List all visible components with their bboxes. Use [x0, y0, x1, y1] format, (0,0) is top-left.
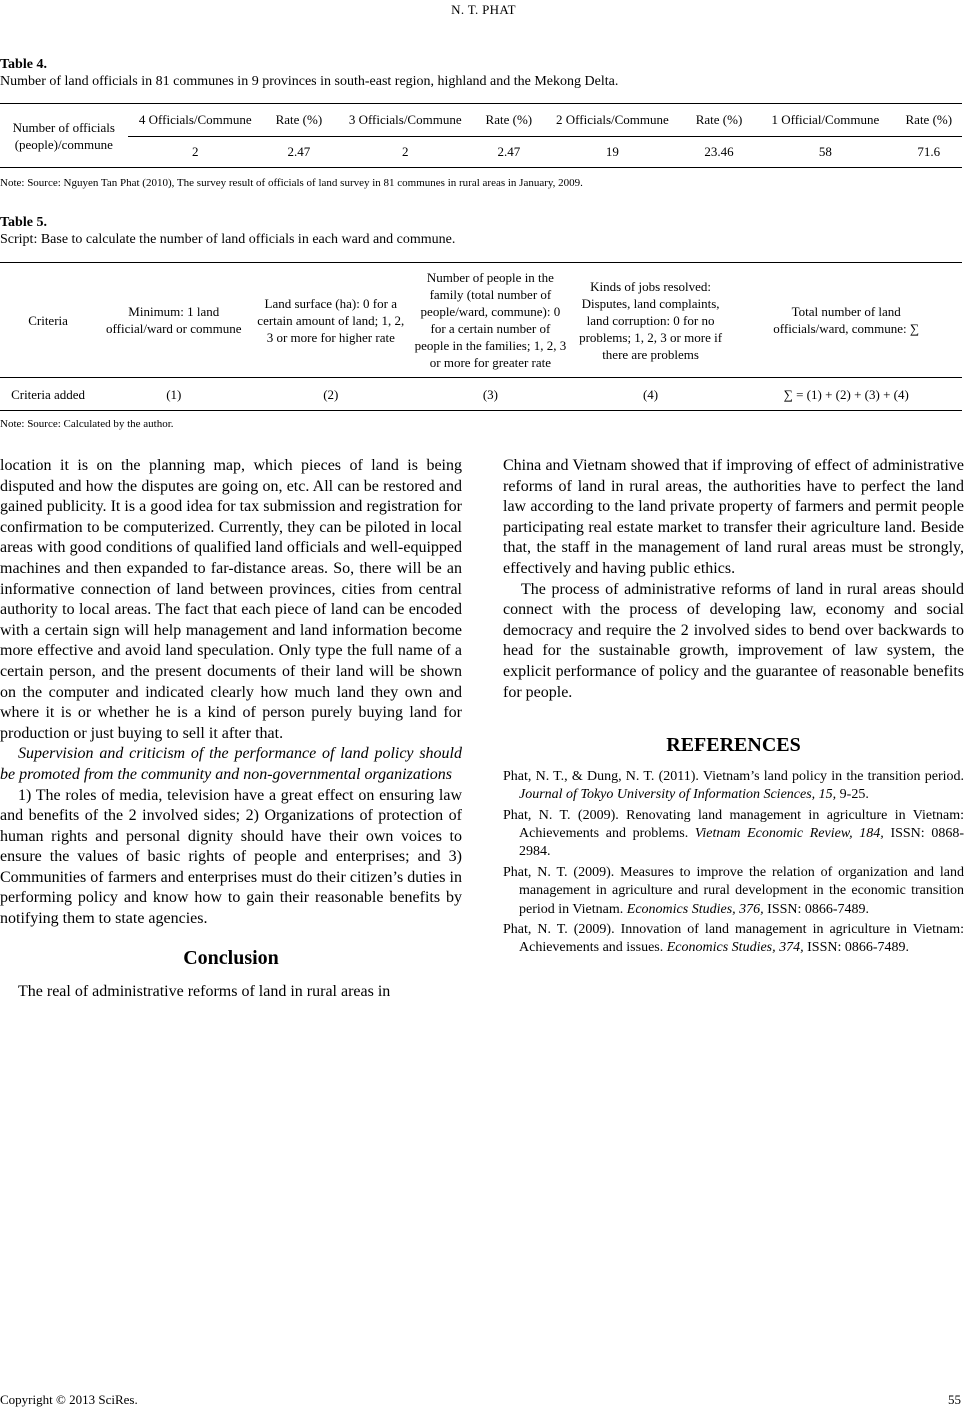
body-paragraph: 1) The roles of media, television have a great effect on ensuring law and benefits of the 2 involved sides; 2) Organizations of protection of human rights and personal dignity should have their own voices to ensure the values of basic rights of people and enterprises; and 3) Communities of farmers and enterprises must do their citizen’s duties in performing policy and know how to gain their reasonable benefits by notifying them to state agencies. [0, 786, 462, 928]
table4-header-cell: Rate (%) [476, 104, 542, 137]
page-number: 55 [948, 1392, 961, 1407]
conclusion-heading: Conclusion [183, 946, 279, 969]
table5-row-cell: (4) [571, 378, 731, 411]
table4-value-cell: 71.6 [896, 137, 962, 168]
table5-header-cell: Minimum: 1 land official/ward or commune [96, 263, 251, 378]
body-paragraph: location it is on the planning map, which pieces of land is being disputed and how the disputes are going on, etc. All can be restored and gained publicity. It is a good idea for tax submission and registration for confirmation to be computerized. Currently, they can be piloted in local areas with good conditions of qualified land officials and well-equipped machines and then expanded to far-distance areas. So, there will be an informative connection of land between provinces, cities from central authority to local areas. The fact that each piece of land can be encoded with a certain sign will help management and land information become more effective and avoid land speculation. Only type the full name of a certain person, and the present documents of their land will be shown on the computer and indicated clearly how much land they own and where it is or whether he is a kind of person purely buying land for production or just buying to sell it after that. [0, 457, 462, 742]
body-paragraph: China and Vietnam showed that if improving of effect of administrative reforms of land in rural areas, the authorities have to perfect the land law according to the land private property of farmers and permit people participating real estate market to transfer their agriculture land. Beside that, the staff in the management of land rural areas must be strongly, effectively and having public ethics. [503, 457, 964, 577]
table5-header-cell: Land surface (ha): 0 for a certain amount of land; 1, 2, 3 or more for higher rate [251, 263, 410, 378]
table4-header-cell: Rate (%) [683, 104, 755, 137]
table5-row-cell: ∑ = (1) + (2) + (3) + (4) [730, 378, 962, 411]
reference-item: Phat, N. T. (2009). Measures to improve the relation of organization and land management in agriculture and rural development in the economic transition period in Vietnam. Economics Studies, 376, ISSN: 0866-7489. [503, 864, 964, 917]
table4-value-cell: 2 [335, 137, 476, 168]
table5 [0, 262, 962, 411]
table4-header-cell: 4 Officials/Commune [128, 104, 263, 137]
table4-header-cell: Rate (%) [263, 104, 335, 137]
table4-value-cell: 2.47 [476, 137, 542, 168]
left-column [0, 456, 462, 1003]
table4-caption-block [0, 56, 618, 90]
table5-header-cell: Number of people in the family (total number of people/ward, commune): 0 for a certain number of people in the families; 1, 2, 3 or more for greater rate [410, 263, 571, 378]
table4-caption: Number of land officials in 81 communes in 9 provinces in south-east region, highland and the Mekong Delta. [0, 74, 619, 89]
table5-note: Note: Source: Calculated by the author. [0, 418, 174, 430]
reference-item: Phat, N. T. (2009). Renovating land management in agriculture in Vietnam: Achievements and problems. Vietnam Economic Review, 184, ISSN: 0868-2984. [503, 807, 964, 860]
table4-header-cell: 2 Officials/Commune [542, 104, 683, 137]
table4-value-cell: 58 [755, 137, 895, 168]
running-header: N. T. PHAT [451, 2, 516, 17]
table5-row-cell: (2) [251, 378, 410, 411]
references-heading: REFERENCES [666, 734, 801, 757]
table5-row-cell: Criteria added [0, 378, 96, 411]
table4-header-cell: 3 Officials/Commune [335, 104, 476, 137]
table4 [0, 103, 962, 168]
table5-header-cell: Total number of land officials/ward, commune: ∑ [730, 263, 962, 378]
table5-row-cell: (1) [96, 378, 251, 411]
table5-header-cell: Criteria [0, 263, 96, 378]
table4-note: Note: Source: Nguyen Tan Phat (2010), The survey result of officials of land survey in 81 communes in rural areas in January, 2009. [0, 177, 583, 189]
table4-row-header: Number of officials (people)/commune [0, 104, 128, 168]
section-subheading: Supervision and criticism of the performance of land policy should be promoted from the community and non-governmental organizations [0, 745, 462, 783]
table4-label: Table 4. [0, 57, 47, 72]
table4-value-cell: 19 [542, 137, 683, 168]
reference-list [503, 768, 964, 958]
table4-header-cell: 1 Official/Commune [755, 104, 895, 137]
table4-value-cell: 2.47 [263, 137, 335, 168]
reference-item: Phat, N. T. (2009). Innovation of land management in agriculture in Vietnam: Achievements and issues. Economics Studies, 374, ISSN: 0866-7489. [503, 921, 964, 956]
body-paragraph: The process of administrative reforms of land in rural areas should connect with the process of developing law, economy and social democracy and require the 2 involved sides to bend over backwards to head for the sustainable growth, improvement of law system, the explicit performance of policy and the guarantee of reasonable benefits for people. [503, 580, 964, 701]
table5-caption-block [0, 214, 455, 248]
table5-label: Table 5. [0, 215, 47, 230]
table4-header-cell: Rate (%) [896, 104, 962, 137]
table4-value-cell: 2 [128, 137, 263, 168]
right-column [503, 456, 964, 960]
table5-row-cell: (3) [410, 378, 571, 411]
table5-header-cell: Kinds of jobs resolved: Disputes, land complaints, land corruption: 0 for no problems; 1, 2, 3 or more if there are problems [571, 263, 731, 378]
table4-value-cell: 23.46 [683, 137, 755, 168]
table5-caption: Script: Base to calculate the number of land officials in each ward and commune. [0, 232, 456, 247]
reference-item: Phat, N. T., & Dung, N. T. (2011). Vietnam’s land policy in the transition period. Journal of Tokyo University of Information Sciences, 15, 9-25. [503, 768, 964, 803]
copyright-footer: Copyright © 2013 SciRes. [0, 1392, 138, 1407]
body-paragraph: The real of administrative reforms of land in rural areas in [18, 983, 391, 1001]
